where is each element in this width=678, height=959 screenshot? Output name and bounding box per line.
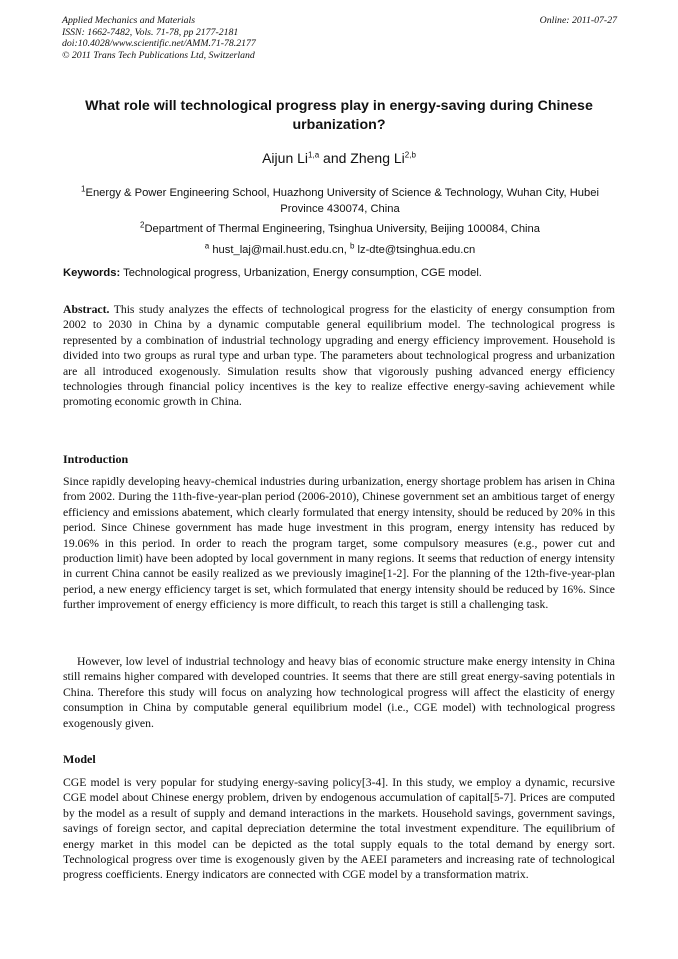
affiliation-2	[62, 221, 618, 237]
author-2-marker: 2,b	[404, 150, 416, 160]
copyright-line: © 2011 Trans Tech Publications Ltd, Switzerland	[62, 49, 255, 61]
affiliation-1	[62, 185, 618, 217]
keywords-text: Technological progress, Urbanization, Energy consumption, CGE model.	[120, 267, 482, 279]
email-b-marker: b	[349, 241, 355, 251]
paper-title: What role will technological progress play in energy-saving during Chinese urbanization?	[85, 98, 593, 133]
abstract-text: This study analyzes the effects of technological progress for the elasticity of energy consumption from 2002 to 2030 in China by a dynamic computable general equilibrium model. The technological progress is represented by a combination of industrial technology upgrading and energy efficiency improvement. Household is divided into two groups as rural type and urban type. The parameters about technological progress and urbanization are all introduced exogenously. Simulation results show that vigorously pushing advanced energy efficiency technologies through financial policy incentives is the key to realize effective energy-saving achievement while promoting economic growth in China.	[63, 303, 615, 409]
affiliation-1-text: Energy & Power Engineering School, Huazhong University of Science & Technology, Wuhan City, Hubei Province 430074, China	[85, 187, 599, 215]
journal-header	[62, 15, 617, 61]
author-conjunction: and	[319, 150, 351, 166]
issn-line: ISSN: 1662-7482, Vols. 71-78, pp 2177-2181	[62, 26, 239, 38]
email-a: hust_laj@mail.hust.edu.cn,	[209, 244, 350, 256]
doi-line: doi:10.4028/www.scientific.net/AMM.71-78.2177	[62, 38, 256, 49]
author-1-marker: 1,a	[308, 150, 320, 160]
affiliation-1-marker: 1	[81, 184, 86, 194]
journal-name: Applied Mechanics and Materials	[62, 15, 196, 26]
online-date: Online: 2011-07-27	[539, 15, 617, 26]
author-1: Aijun Li	[262, 150, 309, 166]
section-heading-model: Model	[63, 752, 96, 766]
keywords	[63, 265, 619, 281]
email-b: lz-dte@tsinghua.edu.cn	[354, 244, 476, 256]
affiliation-2-text: Department of Thermal Engineering, Tsinghua University, Beijing 100084, China	[144, 223, 540, 235]
section-heading-introduction: Introduction	[63, 452, 129, 466]
email-line	[62, 242, 618, 258]
abstract	[63, 302, 615, 410]
introduction-paragraph-1: Since rapidly developing heavy-chemical industries during urbanization, energy shortage problem has arisen in China from 2002. During the 11th-five-year-plan period (2006-2010), Chinese government set an ambitious target of energy efficiency and emissions abatement, which clearly formulated that energy intensity, should be reduced by 20% in this period. Since Chinese government has made huge investment in this program, energy intensity has reduced by 19.06% in this period. In order to reach the program target, some compulsory measures (e.g., power cut and production limit) have been adopted by local government in many regions. It seems that reduction of energy intensity in current China cannot be easily realized as we previously imagine[1-2]. For the planning of the 12th-five-year-plan period, a new energy efficiency target is set, which formulated that energy intensity should be reduced by 16%. Since further improvement of energy efficiency is more difficult, to reach this target is still a challenging task.	[63, 475, 615, 612]
author-2: Zheng Li	[350, 150, 405, 166]
author-list	[60, 149, 618, 167]
affiliation-2-marker: 2	[140, 220, 145, 230]
model-paragraph-1: CGE model is very popular for studying energy-saving policy[3-4]. In this study, we employ a dynamic, recursive CGE model about Chinese energy problem, driven by endogenous accumulation of capital[5-7]. Prices are computed by the model as a result of supply and demand interactions in the markets. Household savings, government savings, savings of foreign sector, and capital depreciation determine the total investment expenditure. The equilibrium of energy market in this model can be depicted as the total supply equals to the total demand by energy sort. Technological progress over time is exogenously given by the AEEI parameters and increasing rate of technological progress coefficients. Energy indicators are connected with CGE model by a transformation matrix.	[63, 776, 615, 882]
keywords-label: Keywords:	[63, 267, 121, 279]
introduction-paragraph-2: However, low level of industrial technology and heavy bias of economic structure make energy intensity in China still remains higher compared with developed countries. It seems that there are still great energy-saving potentials in China. Therefore this study will focus on analyzing how technological progress will affect the elasticity of energy consumption in China by computable general equilibrium model (i.e., CGE model) with technological progress exogenously given.	[63, 655, 615, 730]
abstract-label: Abstract.	[63, 303, 110, 316]
email-a-marker: a	[204, 241, 210, 251]
